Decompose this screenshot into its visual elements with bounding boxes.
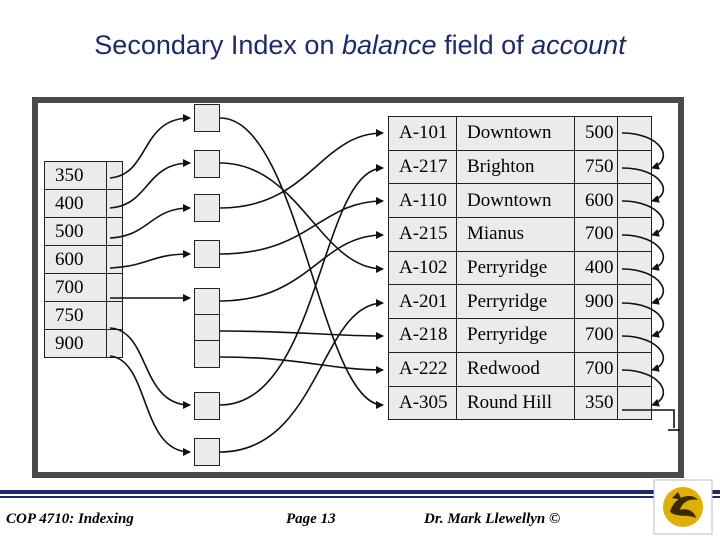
account-number: A-101 xyxy=(389,117,457,151)
account-row xyxy=(389,285,652,319)
index-entry xyxy=(45,218,123,246)
footer-divider xyxy=(0,490,720,494)
account-row xyxy=(389,218,652,252)
branch-name: Round Hill xyxy=(457,386,575,420)
balance: 750 xyxy=(575,150,618,184)
index-key: 750 xyxy=(45,302,107,330)
balance: 600 xyxy=(575,184,618,218)
account-number: A-110 xyxy=(389,184,457,218)
index-key: 700 xyxy=(45,274,107,302)
account-number: A-217 xyxy=(389,150,457,184)
account-number: A-201 xyxy=(389,285,457,319)
index-key: 500 xyxy=(45,218,107,246)
branch-name: Redwood xyxy=(457,352,575,386)
branch-name: Perryridge xyxy=(457,319,575,353)
bucket-400 xyxy=(194,150,220,178)
footer-divider-thin xyxy=(0,496,720,498)
bucket-600 xyxy=(194,240,220,268)
balance: 700 xyxy=(575,319,618,353)
bucket-700 xyxy=(194,288,220,368)
index-entry xyxy=(45,330,123,358)
branch-name: Downtown xyxy=(457,117,575,151)
index-entry xyxy=(45,302,123,330)
account-number: A-215 xyxy=(389,218,457,252)
slide-title: Secondary Index on balance field of account xyxy=(94,30,626,60)
index-entry xyxy=(45,162,123,190)
branch-name: Perryridge xyxy=(457,285,575,319)
balance: 700 xyxy=(575,352,618,386)
account-row xyxy=(389,319,652,353)
branch-name: Mianus xyxy=(457,218,575,252)
bucket-350 xyxy=(194,104,220,132)
bucket-900 xyxy=(194,438,220,466)
balance: 400 xyxy=(575,251,618,285)
account-row xyxy=(389,386,652,420)
account-table xyxy=(388,116,652,420)
balance: 900 xyxy=(575,285,618,319)
account-row xyxy=(389,184,652,218)
secondary-index-table xyxy=(44,161,123,358)
account-number: A-218 xyxy=(389,319,457,353)
balance: 350 xyxy=(575,386,618,420)
bucket-750 xyxy=(194,392,220,420)
account-number: A-102 xyxy=(389,251,457,285)
branch-name: Perryridge xyxy=(457,251,575,285)
branch-name: Brighton xyxy=(457,150,575,184)
account-number: A-305 xyxy=(389,386,457,420)
bucket-500 xyxy=(194,194,220,222)
index-entry xyxy=(45,246,123,274)
balance: 500 xyxy=(575,117,618,151)
balance: 700 xyxy=(575,218,618,252)
index-key: 900 xyxy=(45,330,107,358)
footer-page: Page 13 xyxy=(286,511,336,527)
index-entry xyxy=(45,190,123,218)
footer-course: COP 4710: Indexing xyxy=(6,511,134,527)
index-key: 350 xyxy=(45,162,107,190)
account-row xyxy=(389,117,652,151)
university-logo xyxy=(652,478,714,536)
account-row xyxy=(389,251,652,285)
branch-name: Downtown xyxy=(457,184,575,218)
account-row xyxy=(389,150,652,184)
index-key: 400 xyxy=(45,190,107,218)
account-row xyxy=(389,352,652,386)
footer-author: Dr. Mark Llewellyn © xyxy=(424,511,561,527)
account-number: A-222 xyxy=(389,352,457,386)
index-key: 600 xyxy=(45,246,107,274)
index-entry xyxy=(45,274,123,302)
